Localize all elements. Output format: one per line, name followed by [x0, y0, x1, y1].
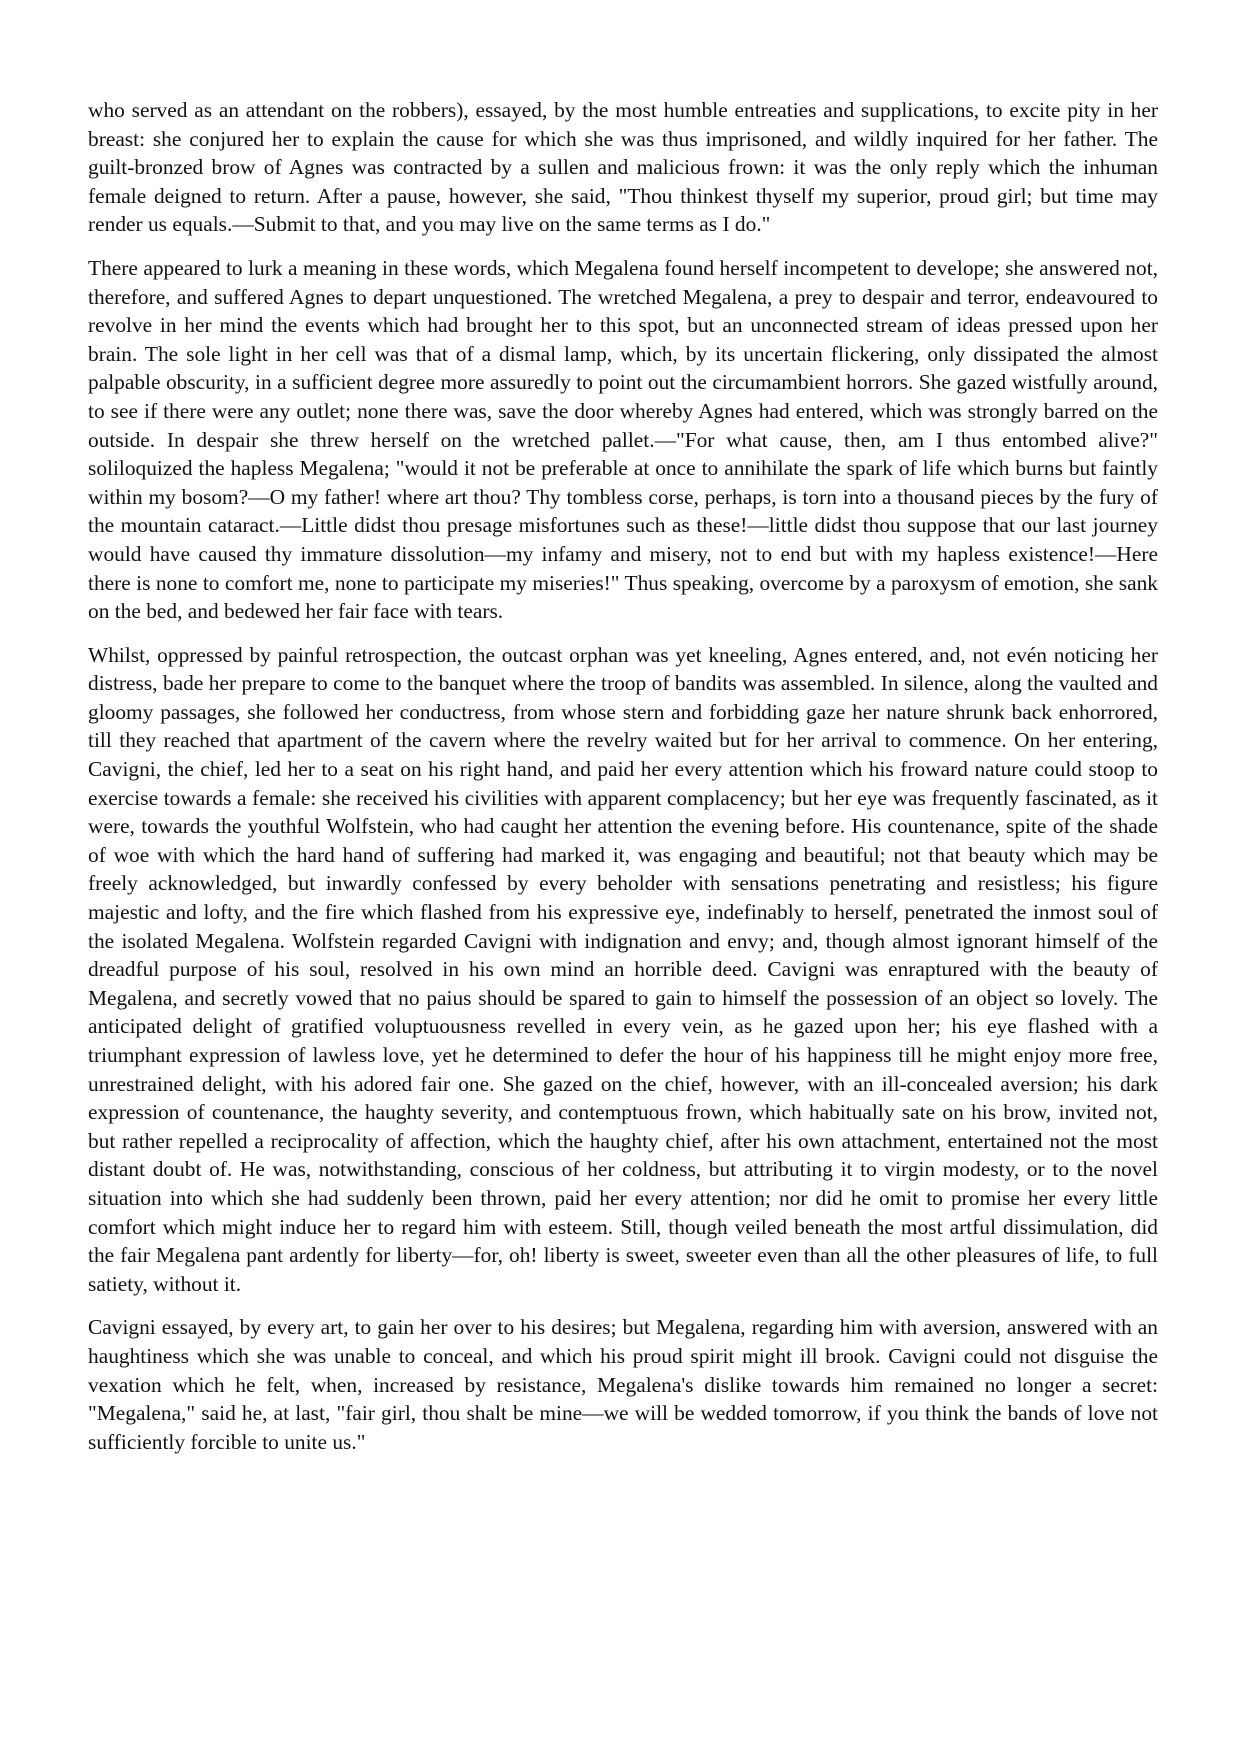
paragraph-4: Cavigni essayed, by every art, to gain her over to his desires; but Megalena, regarding him with aversion, answered with an haughtiness which she was unable to conceal, and which his proud spirit might ill brook. Cavigni could not disguise the vexation which he felt, when, increased by resistance, Megalena's dislike towards him remained no longer a secret: "Megalena," said he, at last, "fair girl, thou shalt be mine—we will be wedded tomorrow, if you think the bands of love not sufficiently forcible to unite us." — [88, 1315, 1158, 1454]
document-page — [88, 96, 1158, 1471]
paragraph-3: Whilst, oppressed by painful retrospection, the outcast orphan was yet kneeling, Agnes entered, and, not evén noticing her distress, bade her prepare to come to the banquet where the troop of bandits was assembled. In silence, along the vaulted and gloomy passages, she followed her conductress, from whose stern and forbidding gaze her nature shrunk back enhorrored, till they reached that apartment of the cavern where the revelry waited but for her arrival to commence. On her entering, Cavigni, the chief, led her to a seat on his right hand, and paid her every attention which his froward nature could stoop to exercise towards a female: she received his civilities with apparent complacency; but her eye was frequently fascinated, as it were, towards the youthful Wolfstein, who had caught her attention the evening before. His countenance, spite of the shade of woe with which the hard hand of suffering had marked it, was engaging and beautiful; not that beauty which may be freely acknowledged, but inwardly confessed by every beholder with sensations penetrating and resistless; his figure majestic and lofty, and the fire which flashed from his expressive eye, indefinably to herself, penetrated the inmost soul of the isolated Megalena. Wolfstein regarded Cavigni with indignation and envy; and, though almost ignorant himself of the dreadful purpose of his soul, resolved in his own mind an horrible deed. Cavigni was enraptured with the beauty of Megalena, and secretly vowed that no paius should be spared to gain to himself the possession of an object so lovely. The anticipated delight of gratified voluptuousness revelled in every vein, as he gazed upon her; his eye flashed with a triumphant expression of lawless love, yet he determined to defer the hour of his happiness till he might enjoy more free, unrestrained delight, with his adored fair one. She gazed on the chief, however, with an ill-concealed aversion; his dark expression of countenance, the haughty severity, and contemptuous frown, which habitually sate on his brow, invited not, but rather repelled a reciprocality of affection, which the haughty chief, after his own attachment, entertained not the most distant doubt of. He was, notwithstanding, conscious of her coldness, but attributing it to virgin modesty, or to the novel situation into which she had suddenly been thrown, paid her every attention; nor did he omit to promise her every little comfort which might induce her to regard him with esteem. Still, though veiled beneath the most artful dissimulation, did the fair Megalena pant ardently for liberty—for, oh! liberty is sweet, sweeter even than all the other pleasures of life, to full satiety, without it. — [88, 642, 1158, 1296]
paragraph-1: who served as an attendant on the robbers), essayed, by the most humble entreaties and supplications, to excite pity in her breast: she conjured her to explain the cause for which she was thus imprisoned, and wildly inquired for her father. The guilt-bronzed brow of Agnes was contracted by a sullen and malicious frown: it was the only reply which the inhuman female deigned to return. After a pause, however, she said, "Thou thinkest thyself my superior, proud girl; but time may render us equals.—Submit to that, and you may live on the same terms as I do." — [88, 98, 1158, 237]
paragraph-2: There appeared to lurk a meaning in these words, which Megalena found herself incompetent to develope; she answered not, therefore, and suffered Agnes to depart unquestioned. The wretched Megalena, a prey to despair and terror, endeavoured to revolve in her mind the events which had brought her to this spot, but an unconnected stream of ideas pressed upon her brain. The sole light in her cell was that of a dismal lamp, which, by its uncertain flickering, only dissipated the almost palpable obscurity, in a sufficient degree more assuredly to point out the circumambient horrors. She gazed wistfully around, to see if there were any outlet; none there was, save the door whereby Agnes had entered, which was strongly barred on the outside. In despair she threw herself on the wretched pallet.—"For what cause, then, am I thus entombed alive?" soliloquized the hapless Megalena; "would it not be preferable at once to annihilate the spark of life which burns but faintly within my bosom?—O my father! where art thou? Thy tombless corse, perhaps, is torn into a thousand pieces by the fury of the mountain cataract.—Little didst thou presage misfortunes such as these!—little didst thou suppose that our last journey would have caused thy immature dissolution—my infamy and misery, not to end but with my hapless existence!—Here there is none to comfort me, none to participate my miseries!" Thus speaking, overcome by a paroxysm of emotion, she sank on the bed, and bedewed her fair face with tears. — [88, 255, 1158, 624]
